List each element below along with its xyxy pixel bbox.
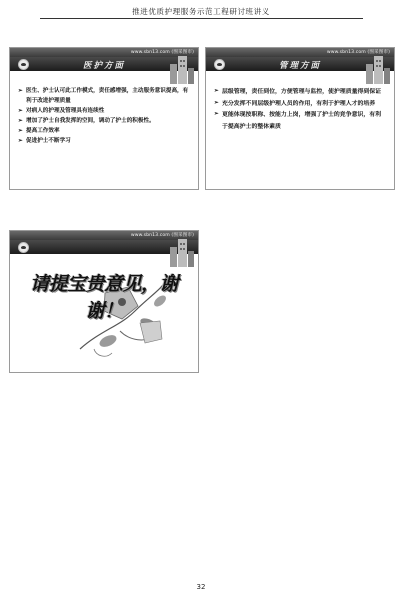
bullet-item: ➢ 对病人的护理及管理具有连续性 [18,106,190,116]
slide-thanks [9,230,199,373]
slide-site-text: www.sbn13.com (图采图市) [130,50,194,55]
slide-bullet-list [214,86,386,132]
slide-site-text: www.sbn13.com (图采图市) [130,233,194,238]
header-rule [40,18,363,19]
slide-management-aspect [205,47,395,190]
slide-site-text: www.sbn13.com (图采图市) [326,50,390,55]
slide-title: 管理方面 [278,61,321,71]
slide-medical-aspect [9,47,199,190]
bullet-item: ➢ 层级管理，责任到位，方便管理与监控，使护理质量得到保证 [214,86,386,98]
bullet-item: ➢ 促进护士不断学习 [18,136,190,146]
page-number: 32 [196,583,206,591]
slide-bullet-list [18,86,190,146]
page-header-title: 推进优质护理服务示范工程研讨班讲义 [132,7,270,16]
thanks-message: 请提宝贵意见，谢谢！ [29,273,178,322]
bullet-item: ➢ 提高工作效率 [18,126,190,136]
bullet-item: ➢ 医生、护士认可此工作模式，责任感增强，主动服务意识提高，有利于改进护理质量 [18,86,190,106]
bullet-item: ➢ 充分发挥不同层级护理人员的作用，有利于护理人才的培养 [214,98,386,110]
slide-title: 医护方面 [82,61,125,71]
bullet-item: ➢ 增加了护士自我发挥的空间，调动了护士的积极性。 [18,116,190,126]
bullet-item: ➢ 更能体现按职称、按能力上岗，增强了护士的竞争意识，有利于提高护士的整体素质 [214,109,386,132]
